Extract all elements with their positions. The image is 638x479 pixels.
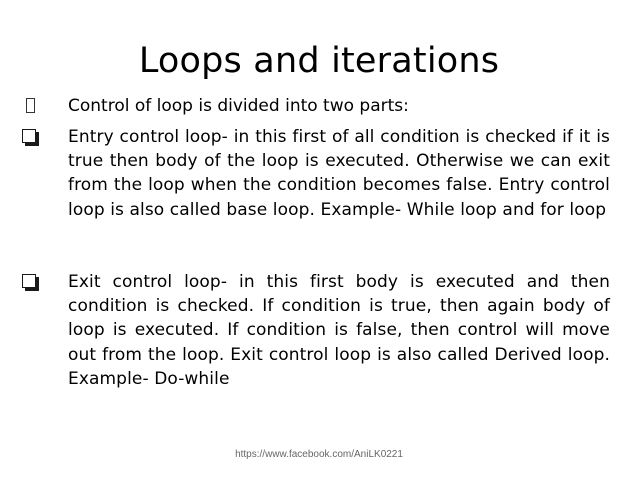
- bullet-text: Control of loop is divided into two parts:: [68, 96, 409, 116]
- footer-link-text: https://www.facebook.com/AniLK0221: [235, 449, 403, 460]
- slide-title: Loops and iterations: [138, 41, 500, 81]
- bullet-text: Exit control loop- in this first body is executed and then condition is checked. If condition is true, then again body of loop is executed. If condition is false, then control will move out from the loop. Exit control loop is also called Derived loop. Example- Do-while: [68, 272, 610, 389]
- shadowed-square-icon: [22, 129, 38, 145]
- shadowed-square-icon: [22, 274, 38, 290]
- missing-glyph-icon: [22, 98, 38, 114]
- bullet-text: Entry control loop- in this first of all condition is checked if it is true then body of the loop is executed. Otherwise we can exit from the loop when the condition becomes false. Entry control loop is also called base loop. Example- While loop and for loop: [68, 127, 610, 220]
